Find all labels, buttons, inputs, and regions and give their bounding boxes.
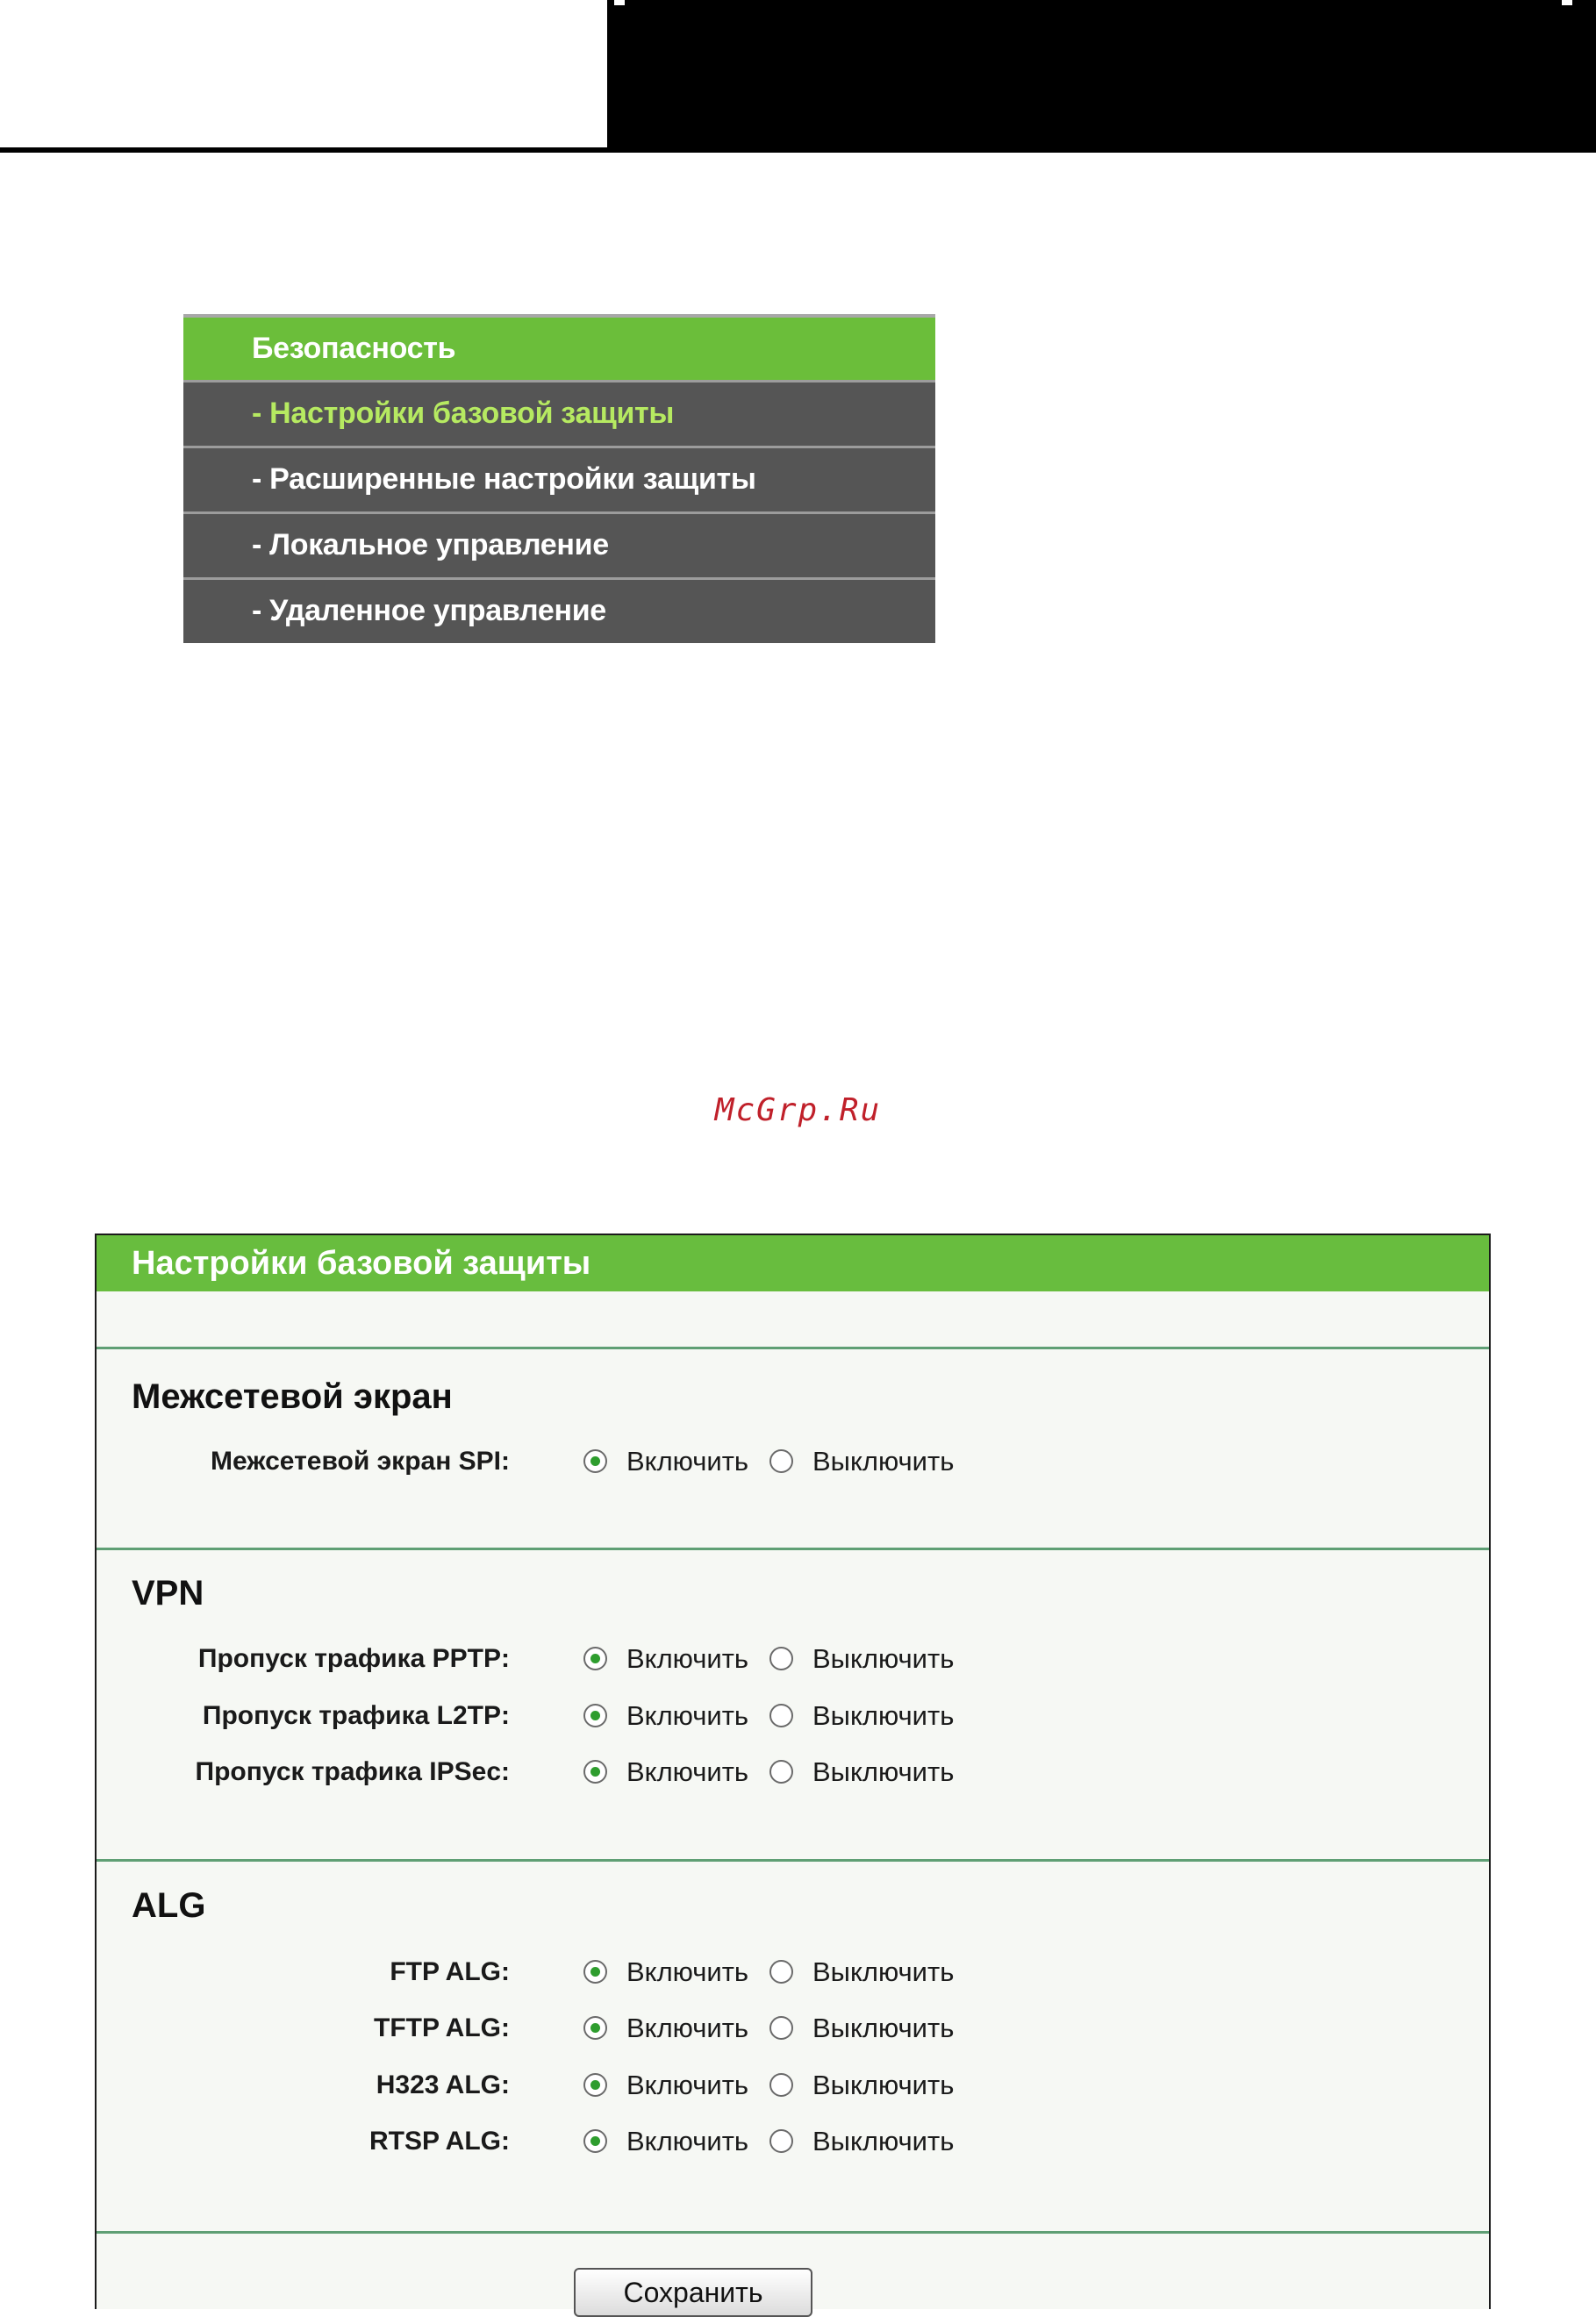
- setting-label: RTSP ALG:: [369, 2127, 510, 2156]
- menu-item-basic-security[interactable]: - Настройки базовой защиты: [183, 380, 935, 446]
- radio-disable[interactable]: [769, 1960, 793, 1984]
- radio-enable[interactable]: [583, 2073, 607, 2097]
- section-title-alg: ALG: [132, 1886, 206, 1925]
- radio-enable[interactable]: [583, 1704, 607, 1727]
- radio-disable[interactable]: [769, 2016, 793, 2040]
- divider: [97, 1859, 1489, 1862]
- setting-row-tftp-alg: [97, 2009, 1489, 2048]
- header-corner-mark: [1562, 0, 1572, 5]
- radio-disable-label[interactable]: Выключить: [812, 1956, 955, 1987]
- divider: [97, 1548, 1489, 1550]
- setting-row-ipsec: [97, 1753, 1489, 1791]
- setting-label: H323 ALG:: [376, 2070, 510, 2099]
- radio-enable-label[interactable]: Включить: [626, 1956, 749, 1987]
- divider: [97, 2231, 1489, 2234]
- radio-disable[interactable]: [769, 1704, 793, 1727]
- radio-disable[interactable]: [769, 1760, 793, 1784]
- security-menu: [183, 314, 935, 643]
- save-button[interactable]: Сохранить: [574, 2268, 812, 2317]
- radio-enable-label[interactable]: Включить: [626, 2126, 749, 2156]
- setting-row-ftp-alg: [97, 1953, 1489, 1992]
- setting-row-pptp: [97, 1640, 1489, 1678]
- menu-item-local-management[interactable]: - Локальное управление: [183, 511, 935, 577]
- panel-title: Настройки базовой защиты: [97, 1235, 1489, 1291]
- radio-disable-label[interactable]: Выключить: [812, 1756, 955, 1787]
- radio-disable[interactable]: [769, 2073, 793, 2097]
- setting-label: Пропуск трафика PPTP:: [197, 1644, 510, 1673]
- radio-enable-label[interactable]: Включить: [626, 1700, 749, 1731]
- menu-item-remote-management[interactable]: - Удаленное управление: [183, 577, 935, 643]
- setting-label: Пропуск трафика IPSec:: [195, 1757, 510, 1786]
- setting-label: Пропуск трафика L2TP:: [202, 1701, 510, 1730]
- radio-disable[interactable]: [769, 2129, 793, 2153]
- radio-enable-label[interactable]: Включить: [626, 1446, 749, 1477]
- setting-label: FTP ALG:: [390, 1957, 510, 1986]
- setting-row-spi: [97, 1442, 1489, 1481]
- setting-row-h323-alg: [97, 2066, 1489, 2105]
- radio-disable[interactable]: [769, 1449, 793, 1473]
- setting-label: Межсетевой экран SPI:: [210, 1447, 510, 1476]
- radio-enable-label[interactable]: Включить: [626, 2070, 749, 2100]
- section-title-firewall: Межсетевой экран: [132, 1377, 453, 1416]
- section-title-vpn: VPN: [132, 1574, 204, 1613]
- divider: [97, 1347, 1489, 1349]
- radio-disable-label[interactable]: Выключить: [812, 1700, 955, 1731]
- radio-enable[interactable]: [583, 1960, 607, 1984]
- header-corner-mark: [614, 0, 625, 5]
- radio-enable-label[interactable]: Включить: [626, 2013, 749, 2043]
- radio-disable-label[interactable]: Выключить: [812, 1643, 955, 1674]
- radio-enable-label[interactable]: Включить: [626, 1756, 749, 1787]
- radio-enable[interactable]: [583, 2129, 607, 2153]
- setting-row-l2tp: [97, 1697, 1489, 1735]
- basic-security-panel: [95, 1234, 1491, 2309]
- setting-label: TFTP ALG:: [374, 2013, 510, 2042]
- radio-enable[interactable]: [583, 1647, 607, 1670]
- radio-enable[interactable]: [583, 1760, 607, 1784]
- radio-enable[interactable]: [583, 2016, 607, 2040]
- radio-disable-label[interactable]: Выключить: [812, 2070, 955, 2100]
- menu-header-security[interactable]: Безопасность: [183, 314, 935, 380]
- radio-disable-label[interactable]: Выключить: [812, 2126, 955, 2156]
- header-banner: [607, 0, 1596, 153]
- menu-item-advanced-security[interactable]: - Расширенные настройки защиты: [183, 446, 935, 511]
- radio-disable[interactable]: [769, 1647, 793, 1670]
- setting-row-rtsp-alg: [97, 2122, 1489, 2161]
- radio-enable[interactable]: [583, 1449, 607, 1473]
- radio-enable-label[interactable]: Включить: [626, 1643, 749, 1674]
- header-underline: [0, 147, 614, 153]
- radio-disable-label[interactable]: Выключить: [812, 1446, 955, 1477]
- radio-disable-label[interactable]: Выключить: [812, 2013, 955, 2043]
- watermark: McGrp.Ru: [714, 1092, 882, 1128]
